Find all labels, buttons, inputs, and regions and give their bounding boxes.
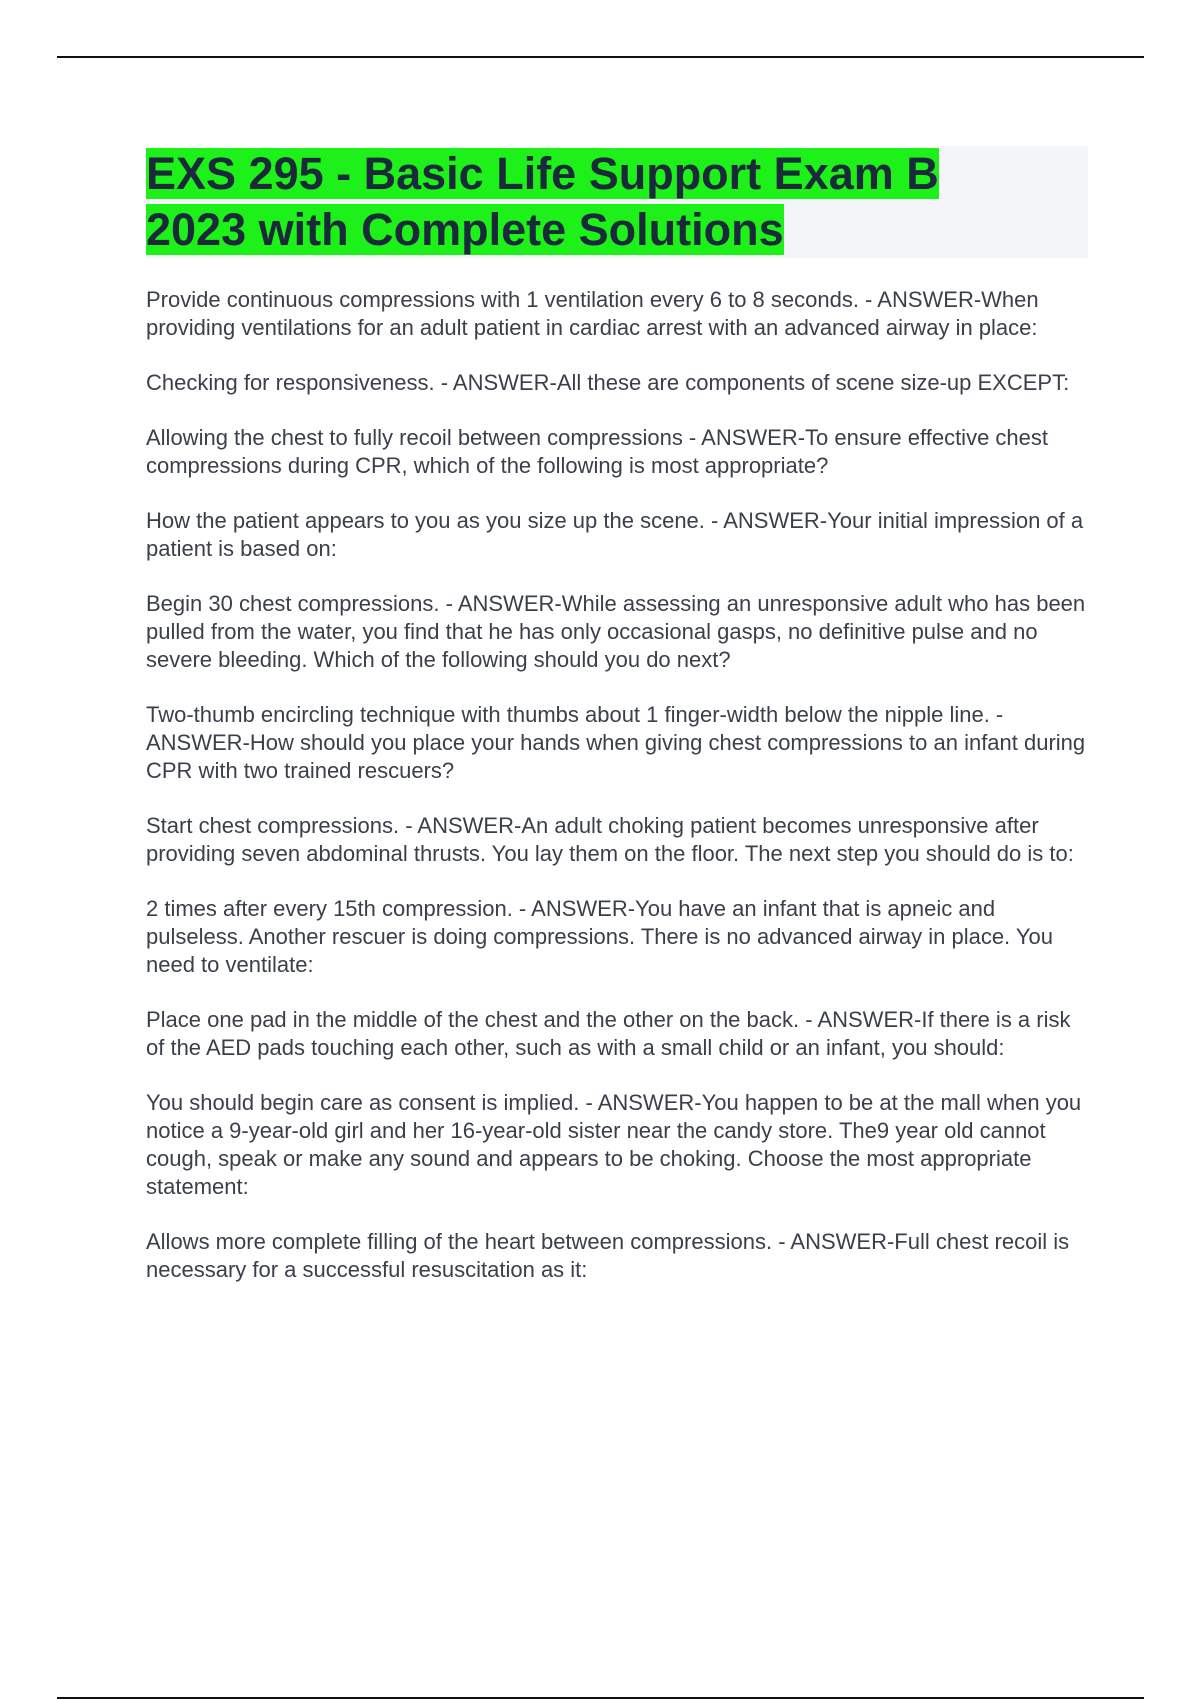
qa-item: Provide continuous compressions with 1 ventilation every 6 to 8 seconds. - ANSWER-When providing ventilations for an adult patient in cardiac arrest with an advanced airway in place: bbox=[146, 287, 1039, 340]
qa-item: You should begin care as consent is implied. - ANSWER-You happen to be at the mall when you notice a 9-year-old girl and her 16-year-old sister near the candy store. The9 year old cannot cough, speak or make any sound and appears to be choking. Choose the most appropriate statement: bbox=[146, 1090, 1082, 1199]
qa-item: Checking for responsiveness. - ANSWER-All these are components of scene size-up EXCEPT: bbox=[146, 370, 1070, 395]
document-body bbox=[146, 146, 1088, 1311]
document-title bbox=[146, 146, 1088, 258]
qa-item: Two-thumb encircling technique with thumbs about 1 finger-width below the nipple line. - ANSWER-How should you place your hands when giving chest compressions to an infant during CPR with two trained rescuers? bbox=[146, 702, 1086, 783]
qa-item: Start chest compressions. - ANSWER-An adult choking patient becomes unresponsive after providing seven abdominal thrusts. You lay them on the floor. The next step you should do is to: bbox=[146, 813, 1074, 866]
top-rule bbox=[57, 56, 1144, 58]
title-line-1: EXS 295 - Basic Life Support Exam B bbox=[146, 148, 939, 199]
title-line-2: 2023 with Complete Solutions bbox=[146, 204, 784, 255]
qa-item: How the patient appears to you as you size up the scene. - ANSWER-Your initial impression of a patient is based on: bbox=[146, 508, 1084, 561]
qa-item: Begin 30 chest compressions. - ANSWER-While assessing an unresponsive adult who has been pulled from the water, you find that he has only occasional gasps, no definitive pulse and no severe bleeding. Which of the following should you do next? bbox=[146, 591, 1086, 672]
qa-item: Place one pad in the middle of the chest and the other on the back. - ANSWER-If there is a risk of the AED pads touching each other, such as with a small child or an infant, you should: bbox=[146, 1007, 1071, 1060]
title-block bbox=[146, 146, 1088, 258]
qa-item: 2 times after every 15th compression. - ANSWER-You have an infant that is apneic and pulseless. Another rescuer is doing compressions. There is no advanced airway in place. You need to ventilate: bbox=[146, 896, 1054, 977]
bottom-rule bbox=[57, 1697, 1144, 1699]
qa-item: Allowing the chest to fully recoil between compressions - ANSWER-To ensure effective chest compressions during CPR, which of the following is most appropriate? bbox=[146, 425, 1048, 478]
qa-item: Allows more complete filling of the heart between compressions. - ANSWER-Full chest recoil is necessary for a successful resuscitation as it: bbox=[146, 1229, 1070, 1282]
